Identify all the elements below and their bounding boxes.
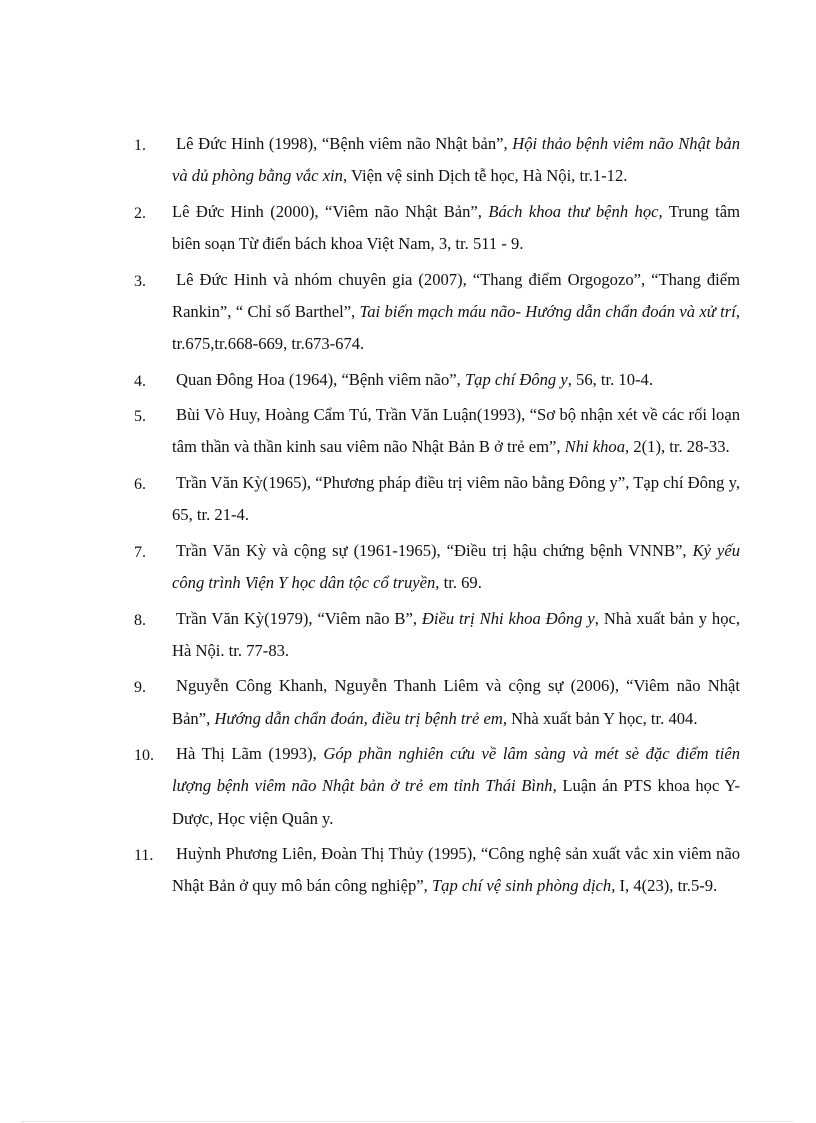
reference-text-segment: , 56, tr. 10-4. <box>567 369 653 389</box>
reference-item <box>134 364 740 396</box>
reference-item <box>134 467 740 531</box>
reference-italic-title: Hướng dẫn chẩn đoán, điều trị bệnh trẻ em, <box>214 708 507 728</box>
reference-item <box>134 264 740 361</box>
reference-text <box>172 264 740 361</box>
reference-text-segment: Nguyễn Công Khanh, Nguyễn Thanh Liêm và cộng sự (2006), “Viêm não Nhật Bản”, <box>172 676 740 728</box>
reference-text-segment: Hà Thị Lãm (1993), <box>176 744 324 764</box>
reference-item <box>134 196 740 260</box>
reference-text <box>172 128 740 192</box>
reference-italic-title: Tai biến mạch máu não- Hướng dẫn chẩn đoán và xử trí <box>359 301 736 321</box>
reference-text <box>172 838 740 902</box>
reference-text-segment: Huỳnh Phương Liên, Đoàn Thị Thủy (1995), “Công nghệ sản xuất vắc xin viêm não Nhật Bản ở quy mô bán công nghiệp”, <box>172 844 740 896</box>
reference-italic-title: Tạp chí vệ sinh phòng dịch, <box>431 876 616 896</box>
reference-number: 8. <box>134 611 146 629</box>
reference-italic-title: Bách khoa thư bệnh học, <box>488 201 663 221</box>
reference-number: 3. <box>134 272 146 290</box>
reference-italic-title: Nhi khoa, <box>564 437 630 457</box>
reference-text-segment: Trung tâm biên soạn Từ điển bách khoa Việt Nam, 3, tr. 511 - 9. <box>172 201 740 253</box>
reference-text-segment: Trần Văn Kỳ và cộng sự (1961-1965), “Điều trị hậu chứng bệnh VNNB”, <box>176 540 693 560</box>
reference-item <box>134 399 740 463</box>
reference-text-segment: Trần Văn Kỳ(1965), “Phương pháp điều trị viêm não bằng Đông y”, Tạp chí Đông y, 65, tr. 21-4. <box>172 472 740 525</box>
reference-text-segment: Luận án PTS khoa học Y-Dược, Học viện Quân y. <box>172 776 741 828</box>
reference-text-segment: , tr. 69. <box>435 572 482 592</box>
reference-text-segment: Bùi Vò Huy, Hoàng Cẩm Tú, Trần Văn Luận(1993), “Sơ bộ nhận xét về các rối loạn tâm thần và thần kinh sau viêm não Nhật Bản B ở trẻ em”, <box>172 405 740 457</box>
reference-item <box>134 535 740 599</box>
reference-text-segment: Nhà xuất bản Y học, tr. 404. <box>507 708 698 728</box>
reference-italic-title: Tạp chí Đông y <box>464 369 568 389</box>
reference-italic-title: Góp phần nghiên cứu về lâm sàng và mét sè đặc điểm tiên lượng bệnh viêm não Nhật bản ở trẻ em tỉnh Thái Bình, <box>172 744 741 796</box>
reference-item <box>134 838 740 902</box>
reference-number: 9. <box>134 679 146 697</box>
reference-text <box>172 399 740 463</box>
reference-italic-title: Điều trị Nhi khoa Đông y <box>421 608 595 628</box>
reference-list <box>134 128 740 906</box>
reference-number: 4. <box>134 372 146 390</box>
reference-text-segment: , Viện vệ sinh Dịch tễ học, Hà Nội, tr.1-12. <box>342 166 628 186</box>
reference-text <box>172 196 740 260</box>
reference-text <box>172 535 740 599</box>
reference-text <box>172 738 740 835</box>
page-bottom-divider <box>22 1121 794 1122</box>
reference-italic-title: Hội thảo bệnh viêm não Nhật bản và dủ phòng bằng vắc xin <box>172 134 741 186</box>
reference-item <box>134 670 740 734</box>
reference-number: 6. <box>134 475 146 493</box>
reference-text-segment: , tr.675,tr.668-669, tr.673-674. <box>172 301 741 353</box>
reference-text-segment: Trần Văn Kỳ(1979), “Viêm não B”, <box>176 608 422 628</box>
reference-italic-title: Kỷ yếu công trình Viện Y học dân tộc cổ truyền <box>172 540 740 592</box>
reference-item <box>134 603 740 667</box>
reference-item <box>134 738 740 835</box>
reference-item <box>134 128 740 192</box>
reference-number: 10. <box>134 747 154 765</box>
reference-text <box>172 670 740 734</box>
reference-text <box>172 603 740 667</box>
reference-text <box>172 364 740 396</box>
reference-text-segment: Lê Đức Hinh (1998), “Bệnh viêm não Nhật bản”, <box>176 134 513 153</box>
reference-text <box>172 467 740 531</box>
reference-number: 7. <box>134 543 146 561</box>
reference-number: 2. <box>134 204 146 222</box>
reference-text-segment: I, 4(23), tr.5-9. <box>615 876 718 896</box>
reference-number: 1. <box>134 137 146 154</box>
reference-number: 11. <box>134 847 154 865</box>
reference-text-segment: Lê Đức Hinh và nhóm chuyên gia (2007), “Thang điểm Orgogozo”, “Thang điểm Rankin”, “ Chỉ số Barthel”, <box>172 269 740 321</box>
reference-text-segment: Quan Đông Hoa (1964), “Bệnh viêm não”, <box>176 369 465 389</box>
reference-number: 5. <box>134 408 146 426</box>
reference-text-segment: , Nhà xuất bản y học, Hà Nội. tr. 77-83. <box>172 608 741 660</box>
reference-text-segment: 2(1), tr. 28-33. <box>629 437 730 457</box>
reference-text-segment: Lê Đức Hinh (2000), “Viêm não Nhật Bản”, <box>172 201 489 221</box>
